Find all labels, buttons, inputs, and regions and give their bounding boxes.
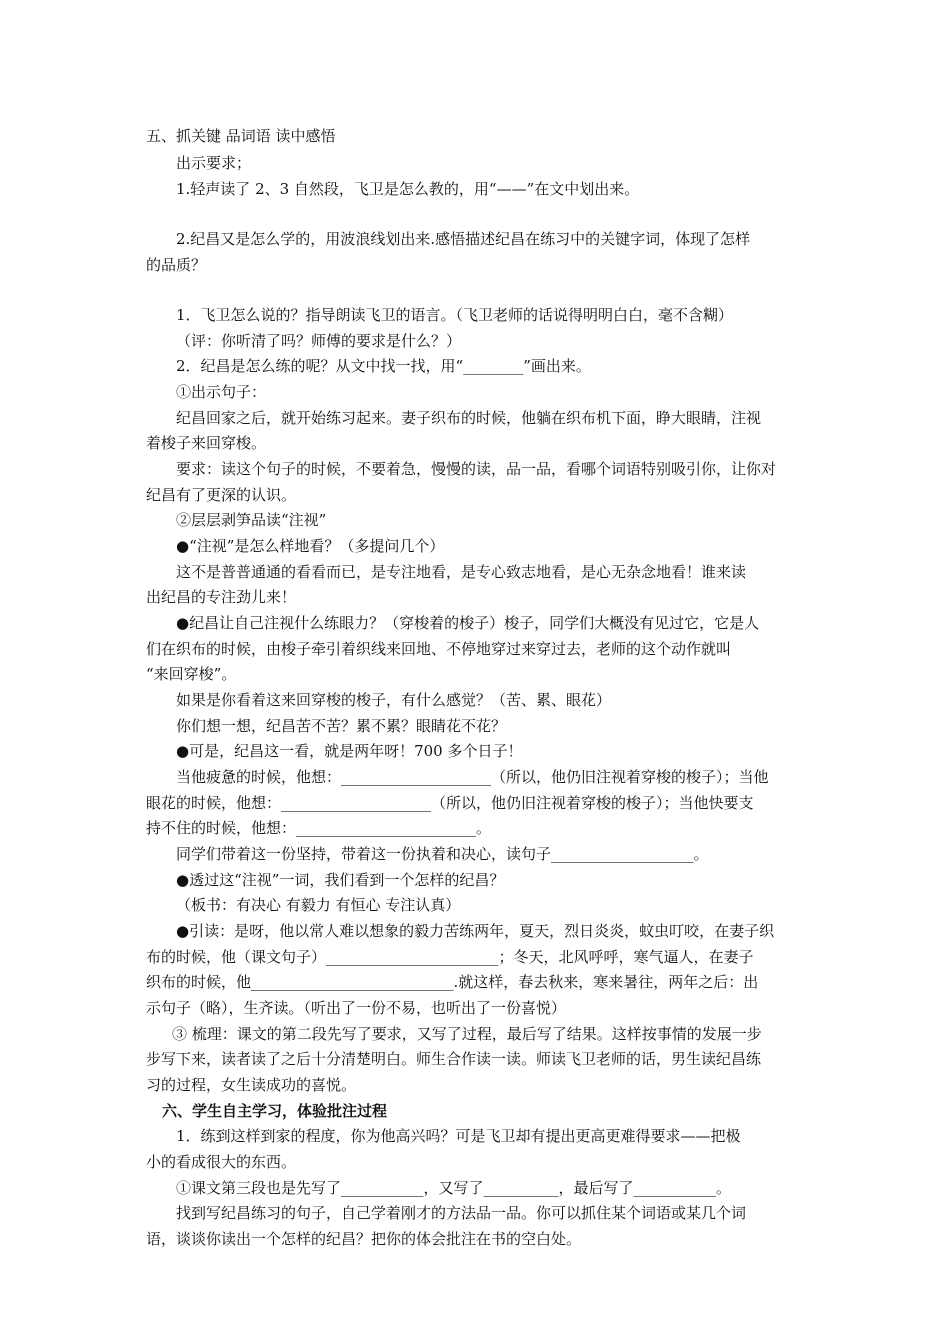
section-heading-6: 六、学生自主学习，体验批注过程 <box>162 1102 388 1120</box>
text-line: （板书：有决心 有毅力 有恒心 专注认真） <box>176 896 461 914</box>
text-line: 如果是你看着这来回穿梭的梭子，有什么感觉？（苦、累、眼花） <box>176 691 612 709</box>
text-line: 小的看成很大的东西。 <box>146 1153 297 1171</box>
text-line: 2.纪昌又是怎么学的，用波浪线划出来.感悟描述纪昌在练习中的关键字词，体现了怎样 <box>176 230 751 248</box>
text-line: 的品质？ <box>146 256 207 274</box>
text-line: 布的时候，他（课文句子）_______________________；冬天，北风呼呼，寒气逼人，在妻子 <box>146 948 754 966</box>
text-line: 当他疲惫的时候，他想：____________________（所以，他仍旧注视着穿梭的梭子）；当他 <box>176 768 769 786</box>
text-line: ●透过这“注视”一词，我们看到一个怎样的纪昌？ <box>176 871 505 889</box>
text-line: 持不住的时候，他想：________________________。 <box>146 819 492 837</box>
text-line: “来回穿梭”。 <box>146 665 237 683</box>
text-line: 织布的时候，他___________________________.就这样，春去秋来，寒来暑往，两年之后：出 <box>146 973 759 991</box>
text-line: ●可是，纪昌这一看，就是两年呀！700 多个日子！ <box>176 742 523 760</box>
text-line: （评：你听清了吗？师傅的要求是什么？） <box>176 332 462 350</box>
text-line: 1．飞卫怎么说的？指导朗读飞卫的语言。（飞卫老师的话说得明明白白，毫不含糊） <box>176 306 734 324</box>
text-line: 2．纪昌是怎么练的呢？从文中找一找，用“________”画出来。 <box>176 357 591 375</box>
text-line: 们在织布的时候，由梭子牵引着织线来回地、不停地穿过来穿过去，老师的这个动作就叫 <box>146 640 732 658</box>
text-line: 习的过程，女生读成功的喜悦。 <box>146 1076 357 1094</box>
text-line: 1.轻声读了 2、3 自然段，飞卫是怎么教的，用“——”在文中划出来。 <box>176 180 640 198</box>
text-line: 着梭子来回穿梭。 <box>146 434 267 452</box>
text-line: 示句子（略），生齐读。（听出了一份不易，也听出了一份喜悦） <box>146 999 567 1017</box>
text-line: 要求：读这个句子的时候，不要着急，慢慢的读，品一品，看哪个词语特别吸引你，让你对 <box>176 460 777 478</box>
text-line: 纪昌回家之后，就开始练习起来。妻子织布的时候，他躺在织布机下面，睁大眼睛，注视 <box>176 409 762 427</box>
text-line: 找到写纪昌练习的句子，自己学着刚才的方法品一品。你可以抓住某个词语或某几个词 <box>176 1204 747 1222</box>
text-line: ①出示句子： <box>176 383 267 401</box>
text-line: 步写下来，读者读了之后十分清楚明白。师生合作读一读。师读飞卫老师的话，男生读纪昌练 <box>146 1050 762 1068</box>
section-heading-5: 五、抓关键 品词语 读中感悟 <box>146 127 336 145</box>
text-line: 出示要求； <box>176 154 252 172</box>
text-line: ●纪昌让自己注视什么练眼力？（穿梭着的梭子）梭子，同学们大概没有见过它，它是人 <box>176 614 760 632</box>
text-line: ①课文第三段也是先写了___________，又写了__________，最后写了___________。 <box>176 1179 732 1197</box>
text-line: 眼花的时候，他想：____________________（所以，他仍旧注视着穿梭的梭子）；当他快要支 <box>146 794 754 812</box>
text-line: 你们想一想，纪昌苦不苦？累不累？眼睛花不花？ <box>176 717 507 735</box>
text-line: ②层层剥笋品读“注视” <box>176 511 327 529</box>
text-line: 语，谈谈你读出一个怎样的纪昌？把你的体会批注在书的空白处。 <box>146 1230 582 1248</box>
text-line: ●引读：是呀，他以常人难以想象的毅力苦练两年，夏天，烈日炎炎，蚊虫叮咬，在妻子织 <box>176 922 775 940</box>
text-line: ③ 梳理：课文的第二段先写了要求，又写了过程，最后写了结果。这样按事情的发展一步 <box>172 1025 762 1043</box>
text-line: 这不是普普通通的看看而已，是专注地看，是专心致志地看，是心无杂念地看！谁来读 <box>176 563 747 581</box>
text-line: ●“注视”是怎么样地看？（多提问几个） <box>176 537 445 555</box>
text-line: 纪昌有了更深的认识。 <box>146 486 297 504</box>
text-line: 1．练到这样到家的程度，你为他高兴吗？可是飞卫却有提出更高更难得要求——把极 <box>176 1127 741 1145</box>
text-line: 出纪昌的专注劲儿来！ <box>146 588 297 606</box>
text-line: 同学们带着这一份坚持，带着这一份执着和决心，读句子___________________。 <box>176 845 709 863</box>
